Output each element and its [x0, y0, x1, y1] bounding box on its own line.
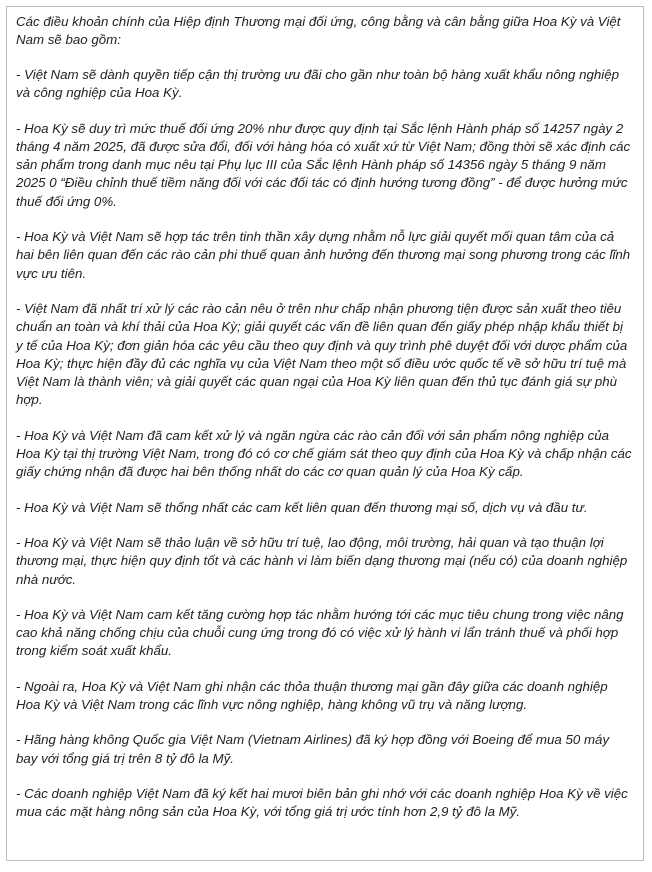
paragraph-agriculture-barriers: - Hoa Kỳ và Việt Nam đã cam kết xử lý và ngăn ngừa các rào cản đối với sản phẩm nông nghiệp của Hoa Kỳ tại thị trường Việt Nam, trong đó có cơ chế giám sát theo quy định của Hoa Kỳ và chấp nhận các giấy chứng nhận đã được hai bên thống nhất do các cơ quan quản lý của Hoa Kỳ cấp. — [16, 427, 632, 480]
paragraph-digital-trade: - Hoa Kỳ và Việt Nam sẽ thống nhất các cam kết liên quan đến thương mại số, dịch vụ và đầu tư. — [16, 499, 588, 515]
paragraph-agri-mou: - Các doanh nghiệp Việt Nam đã ký kết hai mươi biên bản ghi nhớ với các doanh nghiệp Hoa Kỳ về việc mua các mặt hàng nông sản của Hoa Kỳ, với tổng giá trị ước tính hơn 2,9 tỷ đô la Mỹ. — [16, 785, 628, 820]
paragraph-market-access: - Việt Nam sẽ dành quyền tiếp cận thị trường ưu đãi cho gần như toàn bộ hàng xuất khẩu nông nghiệp và công nghiệp của Hoa Kỳ. — [16, 67, 620, 101]
paragraph-reciprocal-tariff: - Hoa Kỳ sẽ duy trì mức thuế đối ứng 20% như được quy định tại Sắc lệnh Hành pháp số 14257 ngày 2 tháng 4 năm 2025, đã được sửa đổi, đối với hàng hóa có xuất xứ từ Việt Nam; đồng thời sẽ xác định các sản phẩm trong danh mục nêu tại Phụ lục III của Sắc lệnh Hành pháp số 14356 ngày 5 tháng 9 năm 2025 0 “Điều chỉnh thuế tiềm năng đối với các đối tác có định hướng tương đồng” - để được hưởng mức thuế đối ứng 0%. — [16, 120, 631, 209]
paragraph-supply-chain: - Hoa Kỳ và Việt Nam cam kết tăng cường hợp tác nhằm hướng tới các mục tiêu chung trong việc nâng cao khả năng chống chịu của chuỗi cung ứng trong đó có việc xử lý hành vi lẩn tránh thuế và phối hợp trong kiểm soát xuất khẩu. — [16, 606, 624, 659]
paragraph-non-tariff-cooperation: - Hoa Kỳ và Việt Nam sẽ hợp tác trên tinh thần xây dựng nhằm nỗ lực giải quyết mối quan tâm của cả hai bên liên quan đến các rào cản phi thuế quan ảnh hưởng đến thương mại song phương trong các lĩnh vực ưu tiên. — [16, 229, 631, 281]
paragraph-ip-labor-environment: - Hoa Kỳ và Việt Nam sẽ thảo luận về sở hữu trí tuệ, lao động, môi trường, hải quan và tạo thuận lợi thương mại, thực hiện quy định tốt và các hành vi làm biến dạng thương mại (nếu có) của doanh nghiệp nhà nước. — [16, 534, 628, 587]
document-frame — [6, 6, 644, 861]
paragraph-barrier-resolution: - Việt Nam đã nhất trí xử lý các rào cản nêu ở trên như chấp nhận phương tiện được sản xuất theo tiêu chuẩn an toàn và khí thải của Hoa Kỳ; giải quyết các vấn đề liên quan đến giấy phép nhập khẩu thiết bị y tế của Hoa Kỳ; đơn giản hóa các yêu cầu theo quy định và quy trình phê duyệt đối với dược phẩm của Hoa Kỳ; thực hiện đầy đủ các nghĩa vụ của Việt Nam theo một số điều ước quốc tế về sở hữu trí tuệ mà Việt Nam là thành viên; và giải quyết các quan ngại của Hoa Kỳ liên quan đến thủ tục đánh giá sự phù hợp. — [16, 300, 628, 408]
intro-text: Các điều khoản chính của Hiệp định Thương mại đối ứng, công bằng và cân bằng giữa Hoa Kỳ và Việt Nam sẽ bao gồm: — [16, 14, 621, 47]
paragraph-commercial-deals: - Ngoài ra, Hoa Kỳ và Việt Nam ghi nhận các thỏa thuận thương mại gần đây giữa các doanh nghiệp Hoa Kỳ và Việt Nam trong các lĩnh vực nông nghiệp, hàng không vũ trụ và năng lượng. — [16, 678, 608, 713]
paragraph-vietnam-airlines: - Hãng hàng không Quốc gia Việt Nam (Vietnam Airlines) đã ký hợp đồng với Boeing để mua 50 máy bay với tổng giá trị trên 8 tỷ đô la Mỹ. — [16, 732, 610, 766]
